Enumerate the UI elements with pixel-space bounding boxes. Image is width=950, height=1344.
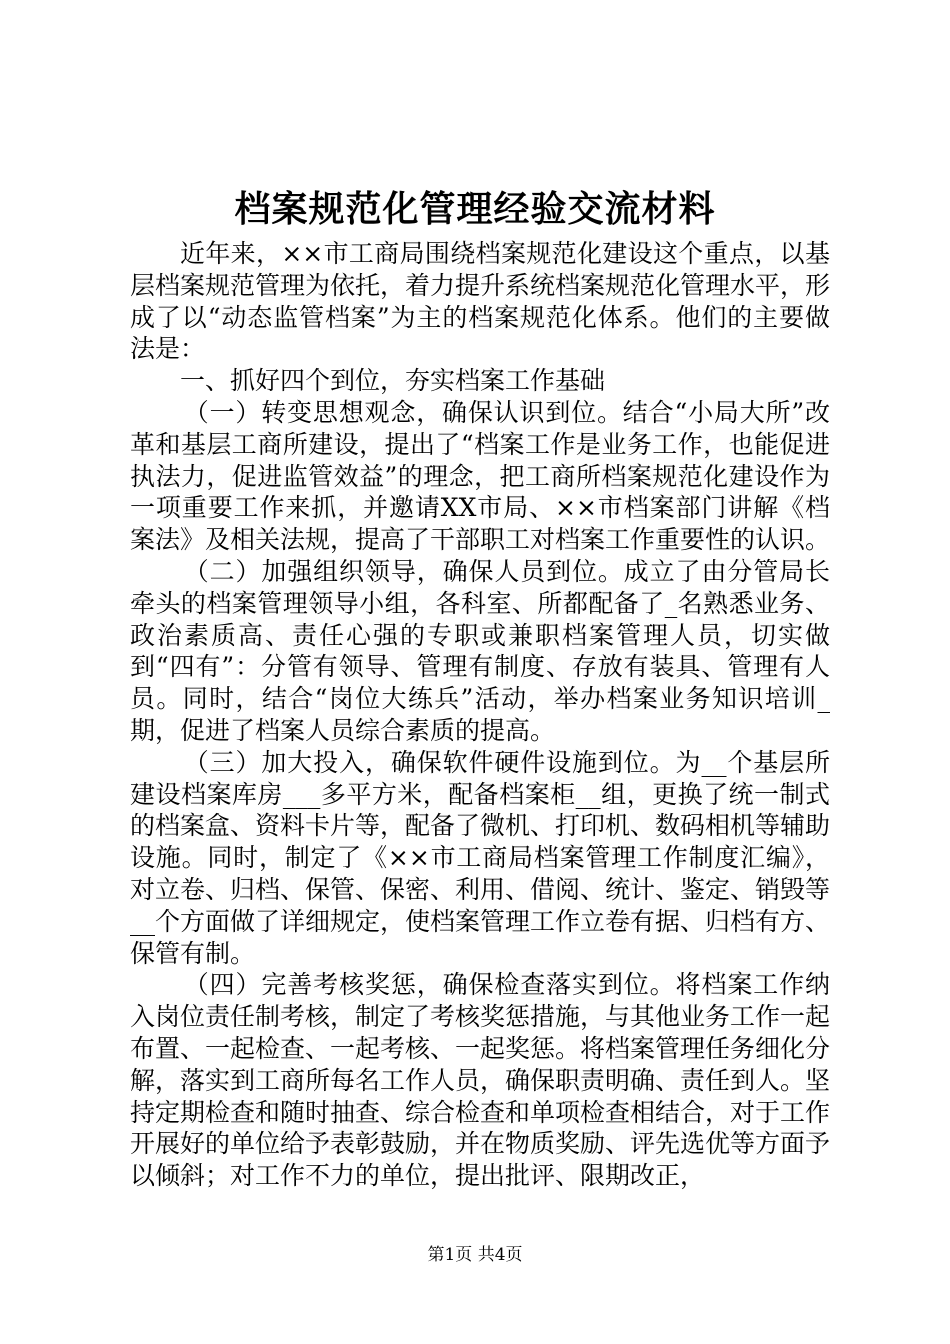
document-body bbox=[130, 238, 830, 1192]
intro-paragraph: 近年来，××市工商局围绕档案规范化建设这个重点，以基层档案规范管理为依托，着力提升系统档案规范化管理水平，形成了以“动态监管档案”为主的档案规范化体系。他们的主要做法是： bbox=[130, 239, 831, 364]
document-title: 档案规范化管理经验交流材料 bbox=[234, 188, 716, 230]
subsection-paragraph-3: （三）加大投入，确保软件硬件设施到位。为__个基层所建设档案库房___多平方米，配备档案柜__组，更换了统一制式的档案盒、资料卡片等，配备了微机、打印机、数码相机等辅助设施。同时，制定了《××市工商局档案管理工作制度汇编》，对立卷、归档、保管、保密、利用、借阅、统计、鉴定、销毁等__个方面做了详细规定，使档案管理工作立卷有据、归档有方、保管有制。 bbox=[130, 747, 831, 968]
subsection-paragraph-2: （二）加强组织领导，确保人员到位。成立了由分管局长牵头的档案管理领导小组，各科室、所都配备了_名熟悉业务、政治素质高、责任心强的专职或兼职档案管理人员，切实做到“四有”：分管有领导、管理有制度、存放有装具、管理有人员。同时，结合“岗位大练兵”活动，举办档案业务知识培训_期，促进了档案人员综合素质的提高。 bbox=[130, 556, 830, 745]
subsection-paragraph-4: （四）完善考核奖惩，确保检查落实到位。将档案工作纳入岗位责任制考核，制定了考核奖惩措施，与其他业务工作一起布置、一起检查、一起考核、一起奖惩。将档案管理任务细化分解，落实到工商所每名工作人员，确保职责明确、责任到人。坚持定期检查和随时抽查、综合检查和单项检查相结合，对于工作开展好的单位给予表彰鼓励，并在物质奖励、评先选优等方面予以倾斜；对工作不力的单位，提出批评、限期改正， bbox=[130, 970, 831, 1191]
page-number-footer: 第1页 共4页 bbox=[427, 1245, 523, 1265]
section-heading-1: 一、抓好四个到位，夯实档案工作基础 bbox=[180, 366, 606, 396]
subsection-paragraph-1: （一）转变思想观念，确保认识到位。结合“小局大所”改革和基层工商所建设，提出了“档案工作是业务工作，也能促进执法力，促进监管效益”的理念，把工商所档案规范化建设作为一项重要工作来抓，并邀请XX市局、××市档案部门讲解《档案法》及相关法规，提高了干部职工对档案工作重要性的认识。 bbox=[130, 397, 831, 555]
